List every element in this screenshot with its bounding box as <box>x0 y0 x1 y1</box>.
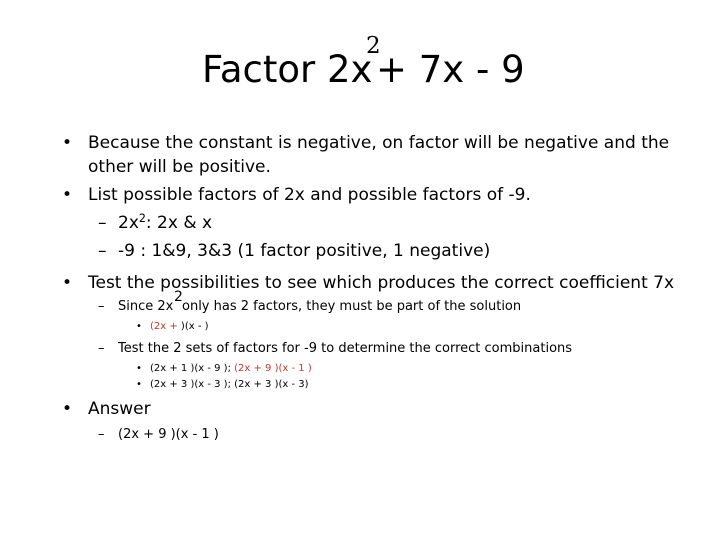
bullet-4-text: Answer <box>88 399 151 419</box>
bullet-3-sub-2-item-2: (2x + 3 )(x - 3 ); (2x + 3 )(x - 3) <box>150 379 309 390</box>
bullet-1-line-1: Because the constant is negative, on factor will be negative and the <box>88 133 670 153</box>
dash-marker: – <box>98 213 107 233</box>
dash-marker: – <box>98 341 105 356</box>
sub-1-exponent: 2 <box>138 211 146 225</box>
title-main: Factor 2x <box>202 48 373 91</box>
bullet-2-sub-1 <box>118 212 212 234</box>
bullet-3-sub-1-post: only has 2 factors, they must be part of the solution <box>182 299 522 314</box>
combination-2-correct: (2x + 9 )(x - 1 ) <box>234 363 312 374</box>
bullet-marker: • <box>62 273 73 293</box>
bullet-1-line-2: other will be positive. <box>88 157 271 177</box>
title-rest: + 7x - 9 <box>376 48 525 91</box>
bullet-3-text: Test the possibilities to see which produces the correct coefficient 7x <box>88 273 675 293</box>
dash-marker: – <box>98 299 105 314</box>
bullet-3-sub-1-pre: Since 2x <box>118 299 174 314</box>
bullet-marker: • <box>62 399 73 419</box>
bullet-marker: • <box>136 321 142 332</box>
bullet-marker: • <box>62 133 73 153</box>
bullet-2-text: List possible factors of 2x and possible factors of -9. <box>88 185 531 205</box>
bullet-3-sub-2: Test the 2 sets of factors for -9 to determine the correct combinations <box>118 341 573 356</box>
bullet-3-sub-2-item-1 <box>150 362 312 376</box>
bullet-3-sub-1-exponent: 2 <box>174 289 183 305</box>
title-exponent: 2 <box>366 33 381 59</box>
factor-rest: )(x - ) <box>177 321 209 332</box>
bullet-marker: • <box>136 363 142 374</box>
slide-title <box>0 33 720 94</box>
dash-marker: – <box>98 427 105 442</box>
bullet-marker: • <box>62 185 73 205</box>
bullet-marker: • <box>136 379 142 390</box>
dash-marker: – <box>98 241 107 261</box>
sub-1-post: : 2x & x <box>145 213 213 233</box>
red-factor-2x: (2x + <box>150 321 178 332</box>
combination-1: (2x + 1 )(x - 9 ); <box>150 363 235 374</box>
bullet-3-sub-1-item <box>150 320 209 334</box>
sub-1-pre: 2x <box>118 213 139 233</box>
bullet-4-sub-1: (2x + 9 )(x - 1 ) <box>118 427 219 442</box>
bullet-2-sub-2: -9 : 1&9, 3&3 (1 factor positive, 1 negative) <box>118 241 491 261</box>
